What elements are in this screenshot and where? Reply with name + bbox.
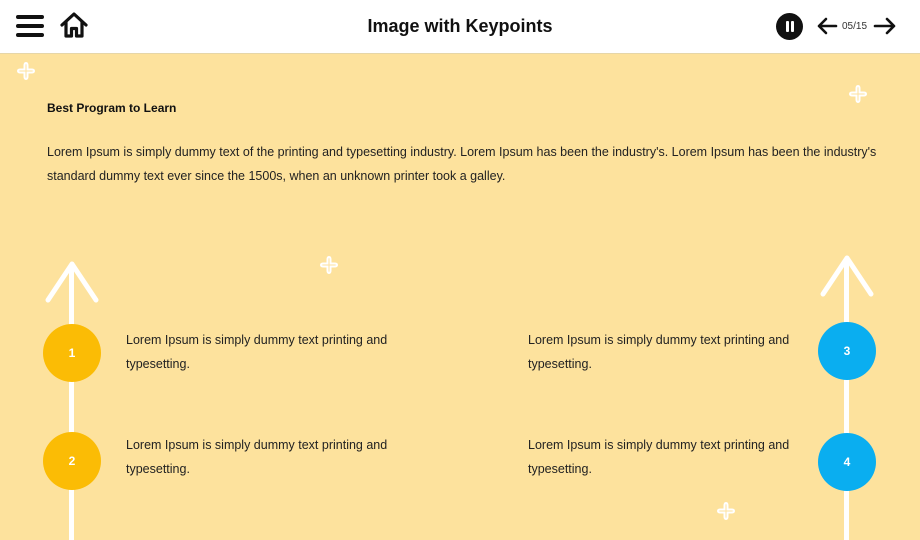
- arrow-right-icon[interactable]: [873, 14, 897, 38]
- keypoint-marker-1[interactable]: 1: [43, 324, 101, 382]
- sparkle-icon: [847, 83, 869, 105]
- timeline-line-right: [844, 262, 849, 540]
- pause-button[interactable]: [776, 13, 803, 40]
- keypoint-text-2: Lorem Ipsum is simply dummy text printing and typesetting.: [126, 438, 388, 476]
- page-title: Image with Keypoints: [367, 16, 553, 36]
- arrow-left-icon[interactable]: [816, 14, 838, 38]
- top-bar: [0, 0, 920, 54]
- sparkle-icon: [318, 254, 340, 276]
- intro-paragraph: Lorem Ipsum is simply dummy text of the printing and typesetting industry. Lorem Ipsum has been the industry's. Lorem Ipsum has been the industry's standard dummy text ever since the 1500s, when an unknown printer took a galley.: [47, 145, 877, 183]
- sparkle-icon: [15, 60, 37, 82]
- keypoint-marker-3[interactable]: 3: [818, 322, 876, 380]
- up-arrow-icon: [44, 258, 100, 306]
- sparkle-icon: [715, 500, 737, 522]
- section-heading: Best Program to Learn: [47, 101, 177, 115]
- keypoint-marker-4[interactable]: 4: [818, 433, 876, 491]
- keypoint-text-4: Lorem Ipsum is simply dummy text printing and typesetting.: [528, 438, 790, 476]
- keypoint-text-1: Lorem Ipsum is simply dummy text printing and typesetting.: [126, 333, 388, 371]
- keypoint-text-3: Lorem Ipsum is simply dummy text printing and typesetting.: [528, 333, 790, 371]
- keypoint-marker-2[interactable]: 2: [43, 432, 101, 490]
- page-indicator: 05/15: [842, 21, 868, 32]
- up-arrow-icon: [819, 252, 875, 300]
- timeline-line-left: [69, 268, 74, 540]
